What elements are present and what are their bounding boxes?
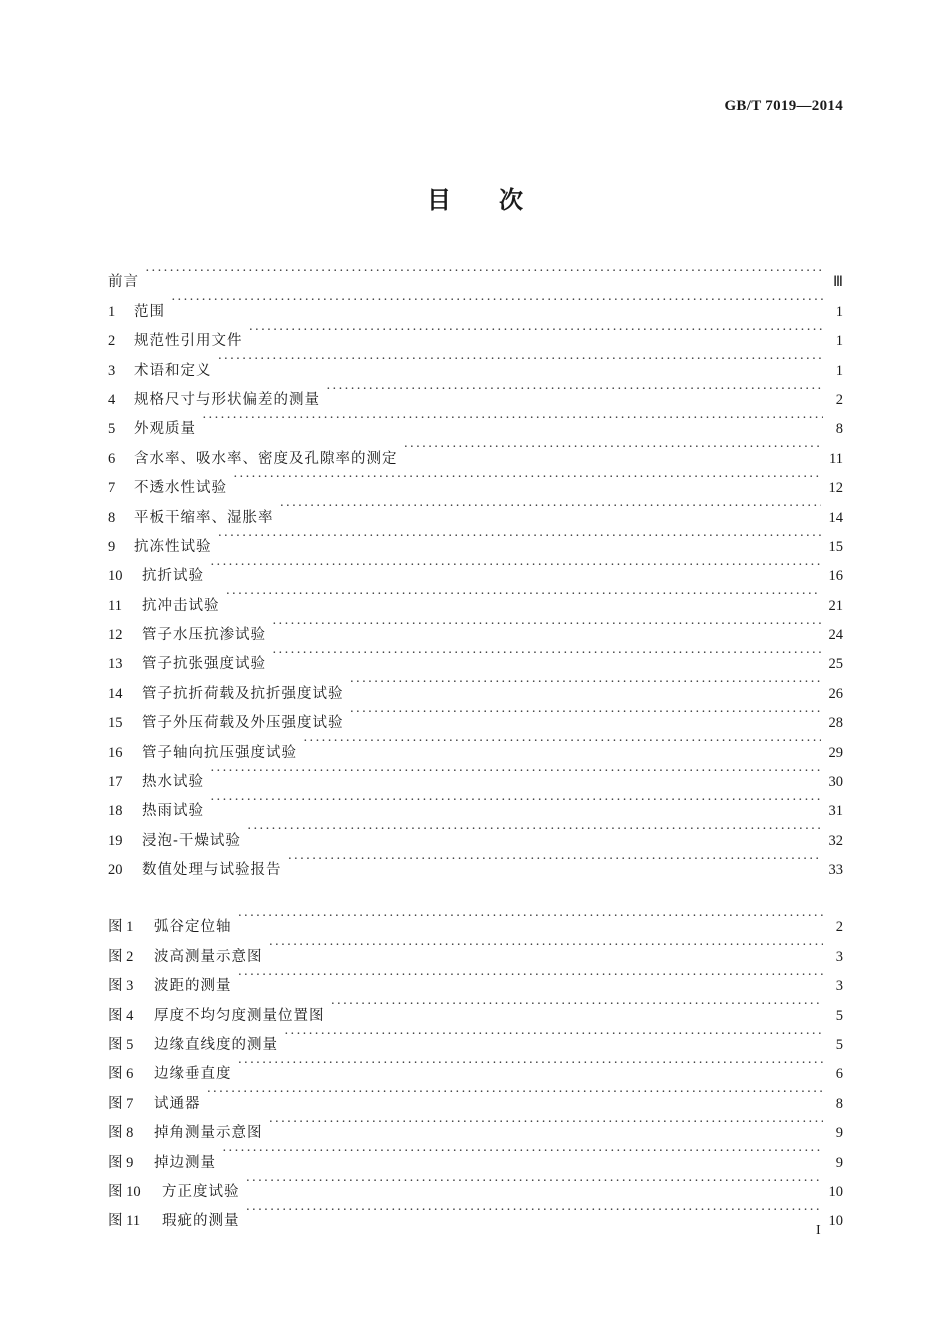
toc-entry-page: 6 — [835, 1066, 843, 1083]
toc-entry-number: 图 10 — [108, 1183, 141, 1200]
toc-entry-number: 图 5 — [108, 1036, 134, 1053]
toc-entry-number: 14 — [108, 685, 123, 702]
toc-entry-number: 图 2 — [108, 948, 134, 965]
toc-entry-number: 7 — [108, 480, 116, 497]
toc-entry-page: 2 — [835, 919, 843, 936]
toc-entry-page: 5 — [835, 1007, 843, 1024]
toc-entry-page: 3 — [835, 948, 843, 965]
toc-entry-number: 11 — [108, 597, 122, 614]
toc-entry-number: 19 — [108, 832, 123, 849]
toc-entry-page: 29 — [828, 744, 843, 761]
toc-entry-number: 8 — [108, 509, 116, 526]
toc-entry-label: 管子水压抗渗试验 — [142, 627, 266, 644]
dot-leader — [171, 286, 823, 315]
toc-entry-label: 管子抗张强度试验 — [142, 656, 266, 673]
dot-leader — [272, 639, 821, 668]
toc-entry-number: 1 — [108, 303, 116, 320]
toc-entry-label: 波高测量示意图 — [154, 948, 263, 965]
toc-entry-label: 数值处理与试验报告 — [142, 862, 282, 879]
toc-entry-label: 管子外压荷载及外压强度试验 — [142, 715, 344, 732]
dot-leader — [280, 492, 821, 521]
toc-entry-label: 弧谷定位轴 — [154, 919, 232, 936]
toc-entry-label: 含水率、吸水率、密度及孔隙率的测定 — [134, 450, 398, 467]
dot-leader — [210, 786, 821, 815]
toc-entry-label: 边缘垂直度 — [154, 1066, 232, 1083]
toc-entry-page: 9 — [835, 1125, 843, 1142]
toc-entry-page: 16 — [828, 568, 843, 585]
dot-leader — [218, 522, 821, 551]
footer-page-number: I — [816, 1223, 821, 1238]
toc-entry-page: 10 — [828, 1183, 843, 1200]
toc-entry-label: 前言 — [108, 274, 139, 291]
toc-entry-number: 10 — [108, 568, 123, 585]
toc-entry-number: 13 — [108, 656, 123, 673]
dot-leader — [247, 815, 821, 844]
toc-entry-page: 28 — [828, 715, 843, 732]
dot-leader — [249, 316, 824, 345]
toc-entry[interactable] — [108, 433, 843, 467]
toc-entry-number: 图 3 — [108, 978, 134, 995]
toc-entry-label: 热水试验 — [142, 774, 204, 791]
dot-leader — [233, 463, 821, 492]
dot-leader — [218, 345, 824, 374]
toc-entry-label: 不透水性试验 — [134, 480, 227, 497]
toc-entry-page: 9 — [835, 1154, 843, 1171]
dot-leader — [269, 931, 824, 960]
toc-entry-number: 6 — [108, 450, 116, 467]
dot-leader — [207, 1078, 824, 1107]
toc-entry[interactable] — [108, 345, 843, 379]
dot-leader — [202, 404, 823, 433]
dot-leader — [246, 1167, 821, 1196]
toc-entry[interactable] — [108, 375, 843, 408]
toc-entry-page: 8 — [835, 1095, 843, 1112]
dot-leader — [326, 375, 823, 404]
toc-entry-label: 试通器 — [154, 1095, 201, 1112]
toc-entry-label: 外观质量 — [134, 421, 196, 438]
toc-figure-list — [108, 902, 843, 1230]
dot-leader — [303, 727, 821, 756]
page-title-char-1: 目 — [427, 186, 451, 214]
toc-entry[interactable] — [108, 257, 843, 291]
toc-entry-number: 图 1 — [108, 919, 134, 936]
toc-entry-label: 范围 — [134, 303, 165, 320]
toc-entry-label: 抗折试验 — [142, 568, 204, 585]
toc-entry-page: 31 — [828, 803, 843, 820]
toc-entry-page: 5 — [835, 1036, 843, 1053]
toc-entry-page: 2 — [835, 391, 843, 408]
dot-leader — [210, 757, 821, 786]
toc-entry[interactable] — [108, 522, 843, 555]
toc-entry-label: 方正度试验 — [162, 1183, 240, 1200]
dot-leader — [246, 1196, 821, 1225]
toc-entry-page: 10 — [828, 1213, 843, 1230]
standard-code: GB/T 7019—2014 — [724, 98, 843, 114]
toc-figure-entry[interactable] — [108, 1108, 843, 1142]
toc-entry[interactable] — [108, 786, 843, 820]
toc-entry[interactable] — [108, 757, 843, 791]
toc-entry-number: 20 — [108, 862, 123, 879]
toc-entry-page: 1 — [835, 362, 843, 379]
toc-entry-page: 1 — [835, 333, 843, 350]
toc-entry-number: 9 — [108, 538, 116, 555]
toc-entry-number: 图 9 — [108, 1154, 134, 1171]
toc-entry-number: 图 11 — [108, 1213, 141, 1230]
toc-entry-label: 管子抗折荷载及抗折强度试验 — [142, 685, 344, 702]
toc-entry-label: 瑕疵的测量 — [162, 1213, 240, 1230]
toc-entry-page: 14 — [828, 509, 843, 526]
dot-leader — [238, 961, 824, 990]
dot-leader — [284, 1020, 823, 1049]
toc-entry-page: 8 — [835, 421, 843, 438]
toc-entry-label: 热雨试验 — [142, 803, 204, 820]
page-title — [0, 180, 950, 215]
toc-figure-entry[interactable] — [108, 1078, 843, 1112]
toc-entry-number: 15 — [108, 715, 123, 732]
toc-entry[interactable] — [108, 286, 843, 320]
toc-entry-page: 12 — [828, 480, 843, 497]
toc-entry-label: 浸泡-干燥试验 — [142, 832, 241, 849]
toc-entry-number: 2 — [108, 333, 116, 350]
toc-entry-label: 厚度不均匀度测量位置图 — [154, 1007, 325, 1024]
toc-entry-number: 4 — [108, 391, 116, 408]
dot-leader — [210, 551, 821, 580]
dot-leader — [350, 698, 821, 727]
toc-entry-page: 3 — [835, 978, 843, 995]
toc-entry-label: 管子轴向抗压强度试验 — [142, 744, 297, 761]
toc-entry-page: 1 — [835, 303, 843, 320]
toc-entry[interactable] — [108, 316, 843, 350]
toc-entry-label: 抗冲击试验 — [142, 597, 220, 614]
dot-leader — [238, 1049, 824, 1078]
toc-entry-label: 掉边测量 — [154, 1154, 216, 1171]
toc-entry-page: 15 — [828, 538, 843, 555]
toc-entry-number: 图 8 — [108, 1125, 134, 1142]
toc-entry-label: 抗冻性试验 — [134, 538, 212, 555]
toc-entry-page: 26 — [828, 685, 843, 702]
toc-entry-page: Ⅲ — [833, 274, 843, 291]
dot-leader — [350, 668, 821, 697]
toc-entry-page: 24 — [828, 627, 843, 644]
toc-entry-number: 12 — [108, 627, 123, 644]
toc-entry-label: 规范性引用文件 — [134, 333, 243, 350]
dot-leader — [222, 1137, 823, 1166]
toc-entry-number: 图 4 — [108, 1007, 134, 1024]
toc-entry-page: 33 — [828, 862, 843, 879]
toc-entry-number: 3 — [108, 362, 116, 379]
toc-entry-page: 11 — [829, 450, 843, 467]
toc-entry-number: 图 6 — [108, 1066, 134, 1083]
page-title-char-2: 次 — [499, 186, 523, 214]
toc-entry-page: 32 — [828, 832, 843, 849]
toc-entry-label: 边缘直线度的测量 — [154, 1036, 278, 1053]
dot-leader — [331, 990, 824, 1019]
toc-entry-number: 5 — [108, 421, 116, 438]
toc-figure-entry[interactable] — [108, 902, 843, 936]
toc-entry-label: 波距的测量 — [154, 978, 232, 995]
toc-entry-page: 30 — [828, 774, 843, 791]
toc-entry-number: 17 — [108, 774, 123, 791]
dot-leader — [238, 902, 824, 931]
dot-leader — [269, 1108, 824, 1137]
toc-entry-label: 术语和定义 — [134, 362, 212, 379]
dot-leader — [226, 580, 821, 609]
dot-leader — [145, 257, 823, 286]
toc-entry-page: 25 — [828, 656, 843, 673]
toc-entry-number: 18 — [108, 803, 123, 820]
toc-entry[interactable] — [108, 404, 843, 438]
toc-entry[interactable] — [108, 551, 843, 585]
toc-section-list — [108, 257, 843, 879]
dot-leader — [272, 610, 821, 639]
toc-entry-label: 平板干缩率、湿胀率 — [134, 509, 274, 526]
toc-entry-number: 图 7 — [108, 1095, 134, 1112]
toc-entry-page: 21 — [828, 597, 843, 614]
toc-entry[interactable] — [108, 580, 843, 614]
dot-leader — [288, 845, 821, 874]
toc-entry[interactable] — [108, 815, 843, 849]
toc-entry-label: 规格尺寸与形状偏差的测量 — [134, 391, 320, 408]
toc-entry-label: 掉角测量示意图 — [154, 1125, 263, 1142]
dot-leader — [404, 433, 822, 462]
toc-entry-number: 16 — [108, 744, 123, 761]
